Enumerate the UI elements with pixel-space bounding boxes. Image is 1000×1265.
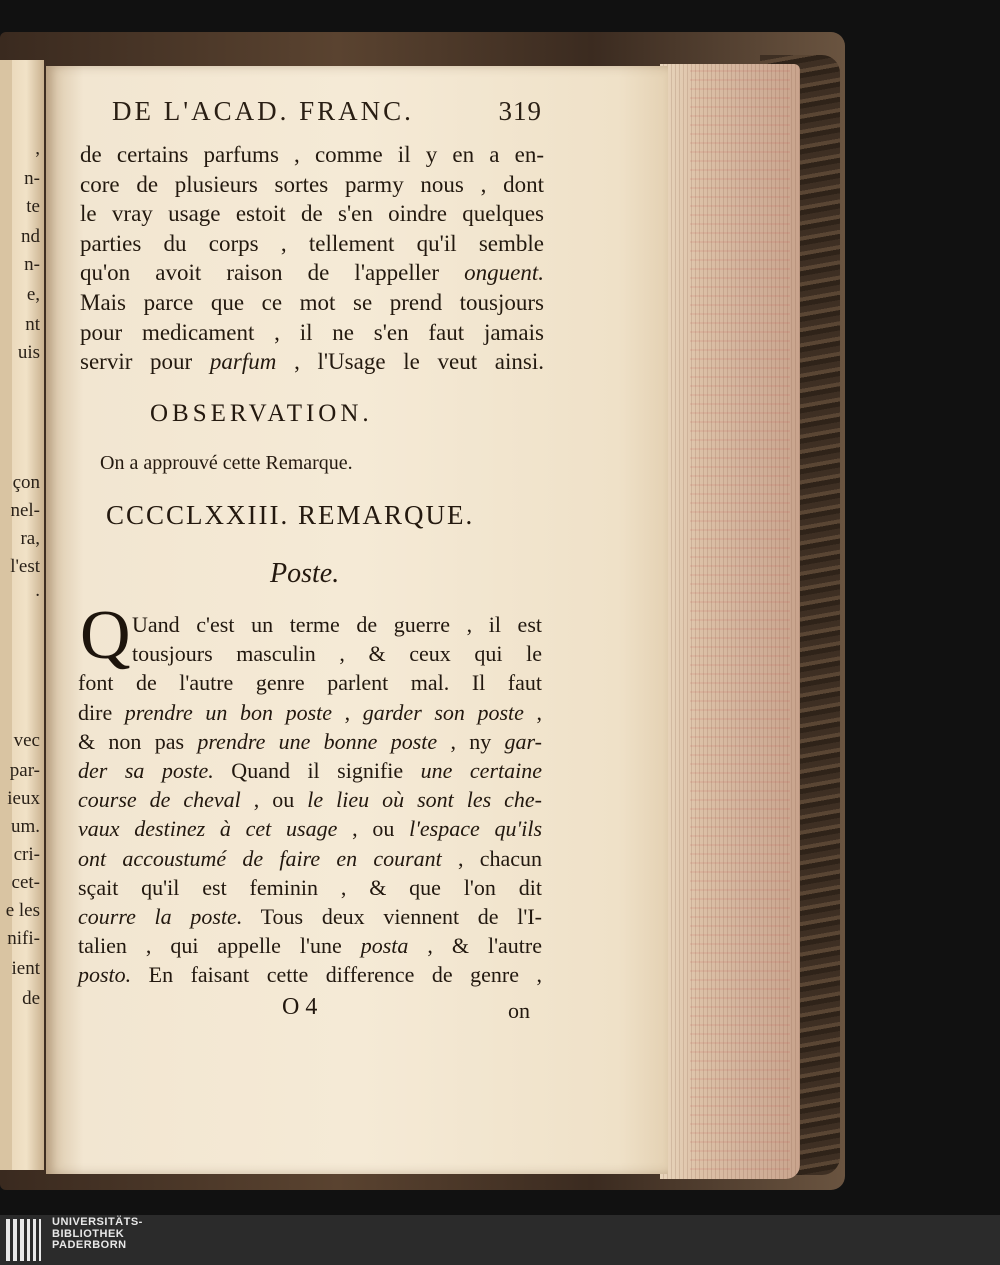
left-page-fragment: cet- [11,872,40,893]
roman-text: tousjours masculin , & ceux qui le [132,641,542,667]
left-page-fragment: çon [12,472,40,493]
remarque-heading: CCCCLXXIII. REMARQUE. [106,500,475,530]
text-line [80,318,544,348]
drop-cap: Q [80,597,131,674]
italic-text: course de cheval [78,787,241,813]
logo-line: UNIVERSITÄTS- [52,1216,143,1228]
left-page-fragment: e, [26,284,40,305]
left-page-fragment: n- [24,254,40,275]
text-line [80,199,544,229]
italic-text: vaux destinez à cet usage [78,816,338,842]
italic-text: garder son poste [362,699,524,725]
text-block-body [78,610,542,989]
left-page-fragment: , [35,138,40,159]
italic-text: posto. [78,962,132,988]
italic-text: une certaine [420,757,542,783]
catchword: on [508,998,530,1023]
library-logo-icon [6,1219,46,1261]
text-line [78,902,542,931]
running-header [112,96,542,136]
observation-note: On a approuvé cette Remarque. [100,452,353,474]
text-block-top [80,140,544,377]
text-line [78,960,542,989]
left-page-fragment: ra, [20,528,40,549]
library-footer [0,1215,1000,1265]
italic-text: posta [360,933,409,959]
text-line [80,288,544,318]
text-line [78,873,542,902]
roman-text: parties du corps , tellement qu'il semble [80,230,544,256]
left-page-fragment: nel- [10,500,40,521]
logo-line: BIBLIOTHEK [52,1227,125,1240]
roman-text: font de l'autre genre parlent mal. Il faut [78,670,542,696]
left-page-fragment: vec [13,730,40,751]
text-line [80,170,544,200]
left-page-fragment: par- [9,760,40,781]
roman-text: talien , qui appelle l'une [78,933,361,959]
roman-text: & non pas [78,728,198,754]
roman-text: Uand c'est un terme de guerre , il est [132,612,542,637]
text-line [78,931,542,960]
roman-text: qu'on avoit raison de l'appeller [80,260,465,286]
signature-mark: O 4 [282,994,318,1020]
roman-text: sçait qu'il est feminin , & que l'on dit [78,874,542,900]
text-line [78,844,542,873]
roman-text: , & l'autre [408,933,543,959]
text-line [78,727,542,756]
logo-line: PADERBORN [52,1239,127,1251]
roman-text: Mais parce que ce mot se prend tousjours [80,289,544,315]
text-line [78,639,542,668]
left-page-fragment: . [35,580,40,601]
library-logo-text [52,1217,143,1252]
text-line [80,140,544,170]
fore-edge-sprinkle [690,70,790,1170]
roman-text: servir pour [80,349,210,375]
left-page-fragment: l'est [10,556,40,577]
text-line [78,668,542,697]
text-line [78,785,542,814]
roman-text: core de plusieurs sortes parmy nous , dont [80,171,544,197]
left-page-fragment: e les [5,900,40,921]
roman-text: , l'Usage le veut ainsi. [276,349,544,375]
italic-text: gar- [504,728,542,754]
roman-text: , ny [437,728,505,754]
left-page-edge [0,60,12,1170]
left-page-fragment: uis [17,342,40,363]
left-page-fragment: te [26,196,40,217]
observation-heading: OBSERVATION. [150,400,373,427]
left-page-fragment: de [22,988,40,1009]
left-page-fragment: um. [10,816,40,837]
text-line [80,347,544,377]
roman-text: le vray usage estoit de s'en oindre quelques [80,201,544,227]
left-page-fragment: nd [21,226,40,247]
roman-text: de certains parfums , comme il y en a en- [80,142,544,167]
roman-text: , [523,699,543,725]
header-title: DE L'ACAD. FRANC. [112,96,414,126]
roman-text: dire [78,699,125,725]
text-line [78,814,542,843]
text-line [80,229,544,259]
text-line [78,756,542,785]
left-page-fragment: cri- [13,844,40,865]
italic-text: le lieu où sont les che- [307,787,542,813]
italic-text: prendre une bonne poste [197,728,438,754]
italic-text: parfum [209,349,277,375]
roman-text: , ou [337,816,410,842]
page-number: 319 [498,96,542,126]
text-line [80,258,544,288]
left-page-fragment: nt [25,314,40,335]
left-page-fragment: ieux [7,788,40,809]
roman-text: Tous deux viennent de l'I- [242,903,542,929]
left-page-fragment: n- [24,168,40,189]
italic-text: courre la poste. [78,903,243,929]
italic-text: ont accoustumé de faire en courant [78,845,442,871]
text-line [78,698,542,727]
roman-text: pour medicament , il ne s'en faut jamais [80,319,544,345]
italic-text: prendre un bon poste [124,699,333,725]
roman-text: , chacun [441,845,542,871]
roman-text: , ou [240,787,308,813]
left-page-fragment: nifi- [7,928,40,949]
italic-text: l'espace qu'ils [409,816,543,842]
roman-text: Quand il signifie [213,757,421,783]
entry-word: Poste. [270,558,340,589]
italic-text: der sa poste. [78,757,214,783]
roman-text: , [332,699,363,725]
text-line [78,610,542,639]
left-page-fragment: ient [11,958,40,979]
roman-text: En faisant cette difference de genre , [131,962,542,988]
italic-text: onguent. [464,260,544,286]
